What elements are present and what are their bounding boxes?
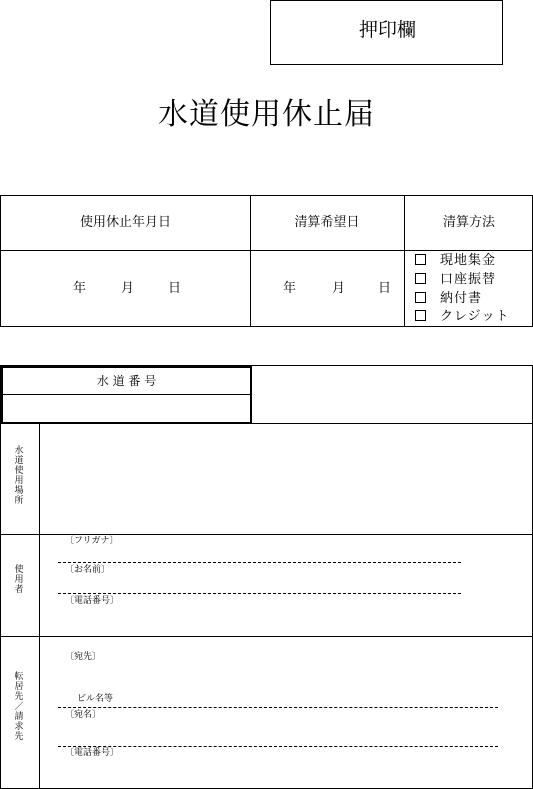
addressee-label: 〔宛名〕 (65, 710, 102, 720)
header-settlement-method: 清算方法 (442, 215, 495, 230)
table-divider (1, 534, 532, 535)
address-label: 〔宛先〕 (65, 652, 102, 662)
header-settlement-date: 清算希望日 (294, 215, 360, 230)
water-number-label: 水 道 番 号 (96, 374, 157, 388)
table-divider (39, 423, 40, 788)
document-title: 水道使用休止届 (158, 97, 375, 132)
water-number-box (1, 366, 252, 424)
option-credit-card[interactable]: クレジット (415, 310, 510, 323)
location-label: 水道使用場所 (14, 446, 24, 506)
user-label: 使用者 (14, 565, 24, 595)
table-divider (3, 394, 250, 395)
option-payment-slip[interactable]: 納付書 (415, 292, 482, 305)
option-cash-collection[interactable]: 現地集金 (415, 254, 496, 267)
suspension-day-unit: 日 (168, 281, 182, 296)
furigana-line[interactable] (58, 562, 461, 563)
header-suspension-date: 使用休止年月日 (79, 215, 171, 230)
info-table (0, 365, 533, 789)
table-divider (1, 636, 532, 637)
settlement-year-unit: 年 (283, 281, 297, 296)
furigana-label: 〔フリガナ〕 (65, 536, 119, 546)
table-divider (1, 423, 532, 424)
checkbox-icon[interactable] (415, 310, 426, 321)
checkbox-icon[interactable] (415, 254, 426, 265)
forwarding-label: 転居先／請求先 (14, 672, 24, 742)
suspension-month-unit: 月 (121, 281, 135, 296)
settlement-table (0, 195, 533, 327)
building-label: ビル名等 (77, 694, 114, 704)
settlement-day-unit: 日 (378, 281, 392, 296)
user-phone-label: 〔電話番号〕 (65, 596, 120, 606)
settlement-month-unit: 月 (332, 281, 346, 296)
suspension-year-unit: 年 (73, 281, 87, 296)
addressee-line[interactable] (58, 746, 498, 747)
forwarding-phone-label: 〔電話番号〕 (65, 748, 120, 758)
address-line[interactable] (58, 707, 498, 708)
name-label: 〔お名前〕 (65, 565, 111, 575)
checkbox-icon[interactable] (415, 292, 426, 303)
name-line[interactable] (58, 593, 461, 594)
option-bank-transfer[interactable]: 口座振替 (415, 273, 496, 286)
checkbox-icon[interactable] (415, 273, 426, 284)
stamp-box (270, 0, 503, 65)
table-divider (1, 250, 532, 251)
stamp-label: 押印欄 (358, 19, 416, 41)
